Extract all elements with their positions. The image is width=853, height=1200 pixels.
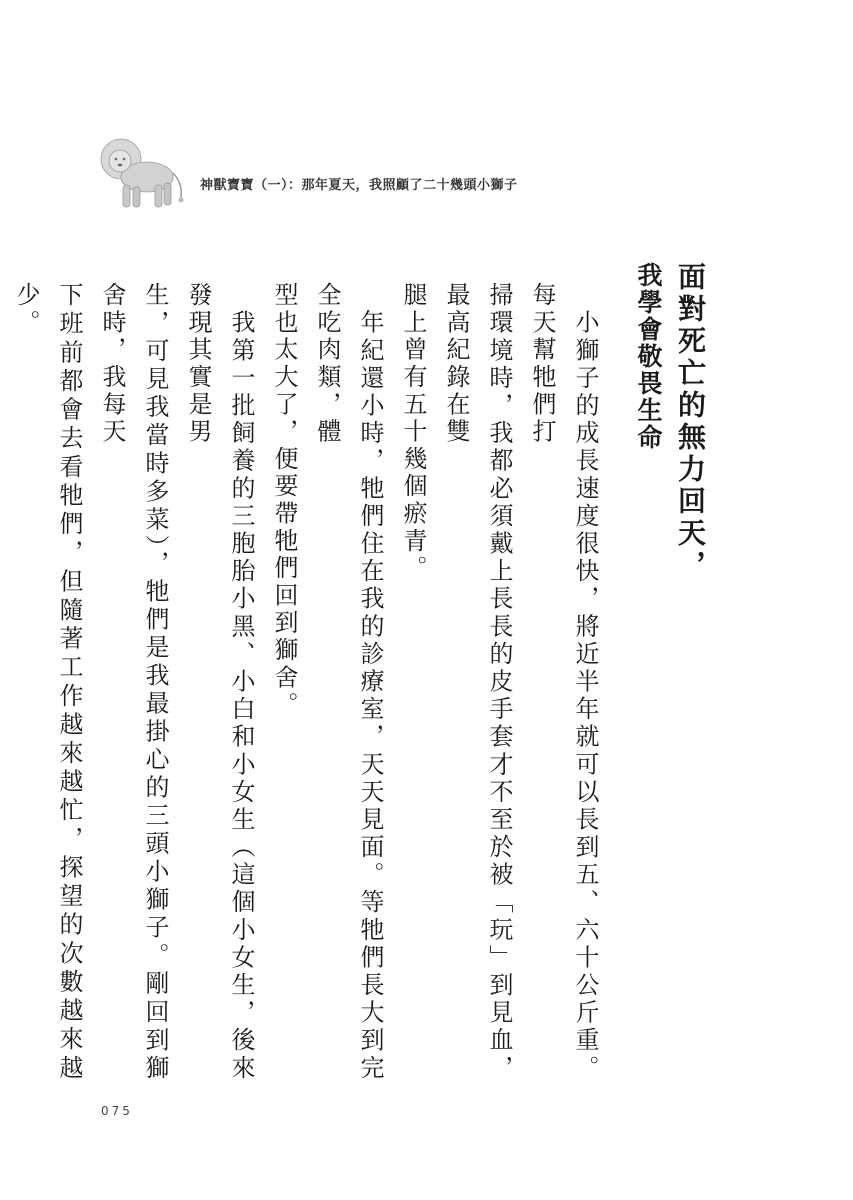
- body-line: 生，可見我當時多菜），牠們是我最掛心的三頭小獅子。剛回到獅舍時，我每天: [98, 282, 169, 1082]
- vertical-text-body: [0, 262, 710, 1082]
- body-line: 腿上曾有五十幾個瘀青。: [399, 282, 427, 583]
- body-line: 掃環境時，我都必須戴上長長的皮手套才不至於被「玩」到見血，最高紀錄在雙: [442, 282, 513, 1082]
- lion-illustration: [97, 133, 189, 213]
- chapter-heading-line-1: 面對死亡的無力回天，: [674, 262, 707, 582]
- chapter-heading-line-2: 我學會敬畏生命: [634, 262, 663, 451]
- body-text: [0, 282, 606, 1082]
- body-line: 小獅子的成長速度很快，將近半年就可以長到五、六十公斤重。每天幫牠們打: [528, 282, 599, 1082]
- body-line: 下班前都會去看牠們，但隨著工作越來越忙，探望的次數越來越少。: [12, 282, 83, 1082]
- page-number: 075: [101, 1104, 133, 1118]
- running-header: 神獸寶寶（一）：那年夏天，我照顧了二十幾頭小獅子: [200, 178, 518, 193]
- body-line: 年紀還小時，牠們住在我的診療室，天天見面。等牠們長大到完全吃肉類，體: [313, 282, 384, 1082]
- body-line: 我第一批飼養的三胞胎小黑、小白和小女生（這個小女生，後來發現其實是男: [184, 282, 255, 1082]
- body-line: 型也太大了，便要帶牠們回到獅舍。: [270, 282, 298, 719]
- body-line: [0, 282, 4, 1082]
